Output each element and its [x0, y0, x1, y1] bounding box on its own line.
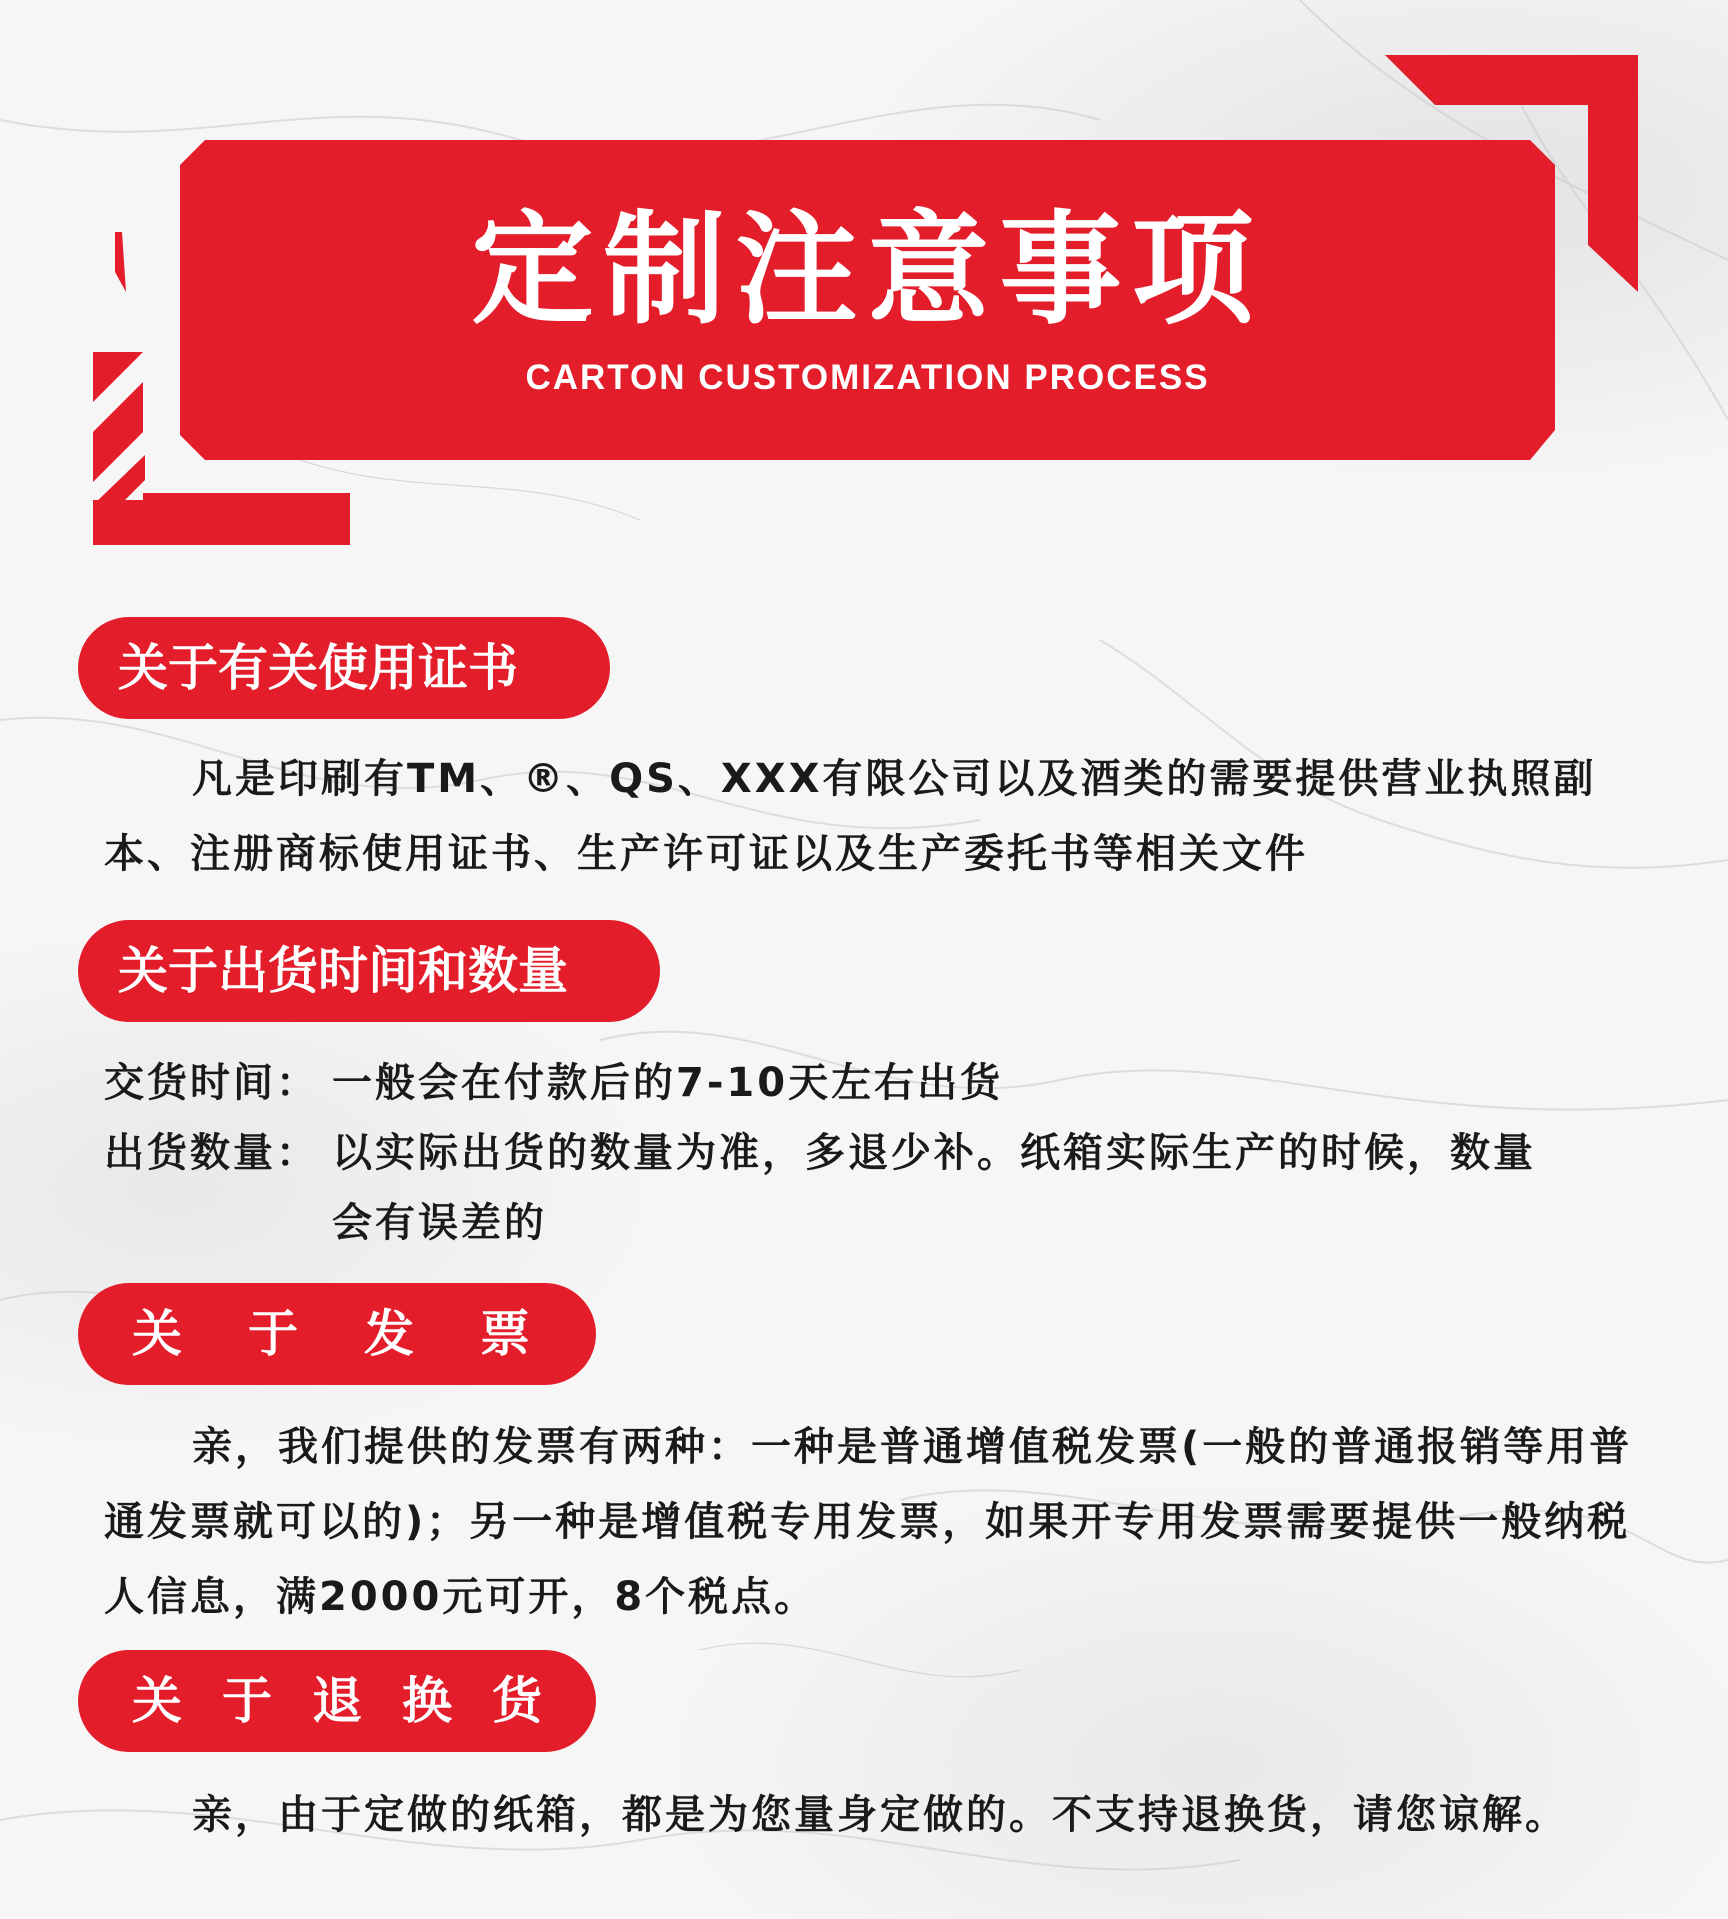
- page-title: 定制注意事项: [471, 199, 1264, 341]
- quantity-label: 出货数量：: [104, 1130, 319, 1176]
- deco-slash-top: [115, 232, 126, 292]
- certificates-text: 凡是印刷有TM、®、QS、XXX有限公司以及酒类的需要提供营业执照副本、注册商标使用证书、生产许可证以及生产委托书等相关文件: [104, 756, 1597, 877]
- invoice-text: 亲，我们提供的发票有两种：一种是普通增值税发票(一般的普通报销等用普通发票就可以的)；另一种是增值税专用发票，如果开专用发票需要提供一般纳税人信息，满2000元可开，8个税点。: [104, 1424, 1633, 1620]
- quantity-value: 以实际出货的数量为准，多退少补。纸箱实际生产的时候，数量: [332, 1130, 1536, 1176]
- returns-text: 亲，由于定做的纸箱，都是为您量身定做的。不支持退换货，请您谅解。: [192, 1792, 1568, 1838]
- delivery-time-row: [104, 1048, 1003, 1118]
- quantity-row: [104, 1118, 1536, 1188]
- quantity-value-continued: 会有误差的: [332, 1200, 547, 1246]
- section-heading-shipping: 关于出货时间和数量: [78, 920, 660, 1022]
- section-heading-invoice: 关于发票: [78, 1283, 596, 1385]
- delivery-time-value: 一般会在付款后的7-10天左右出货: [332, 1060, 1004, 1106]
- corner-bracket-bottom-left: [93, 493, 350, 545]
- page-subtitle: CARTON CUSTOMIZATION PROCESS: [525, 358, 1210, 397]
- delivery-time-label: 交货时间：: [104, 1060, 319, 1106]
- section-heading-certificates: 关于有关使用证书: [78, 617, 610, 719]
- section-heading-returns: 关于退换货: [78, 1650, 596, 1752]
